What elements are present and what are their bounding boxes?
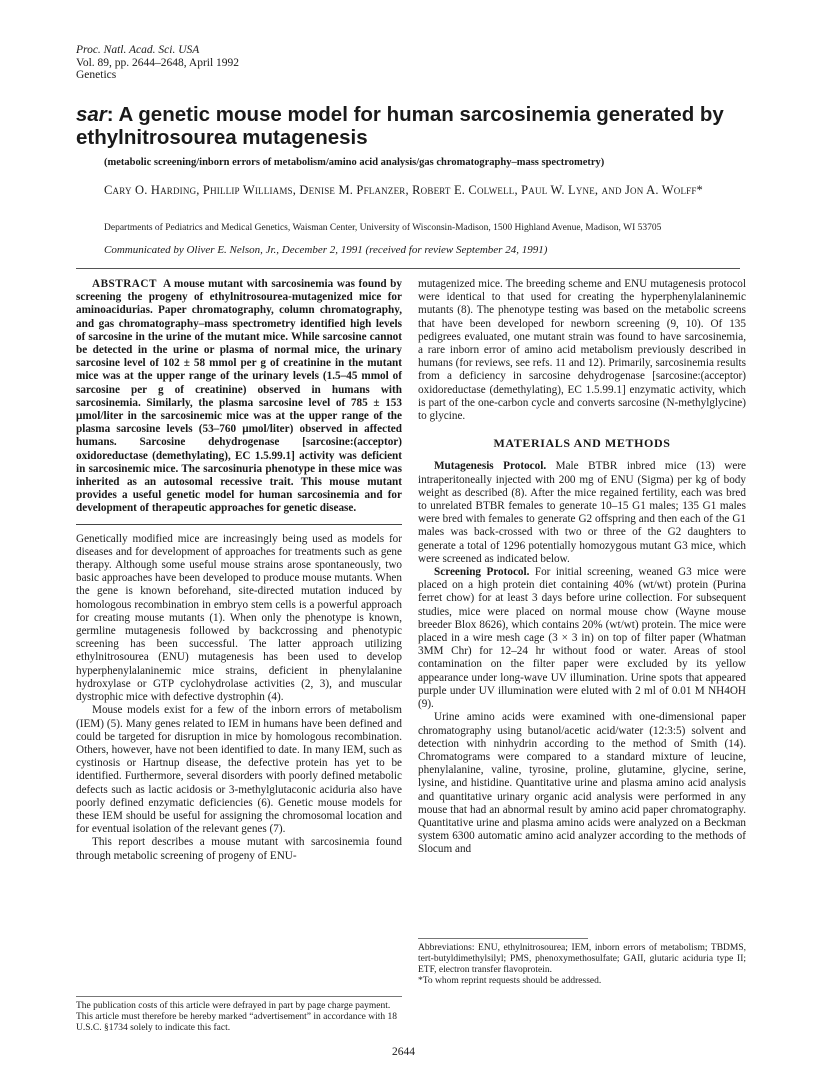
screening-heading: Screening Protocol. [434, 566, 530, 579]
paper-title [76, 103, 756, 149]
page-number: 2644 [392, 1046, 415, 1058]
mutagenesis-text: Male BTBR inbred mice (13) were intraperitoneally injected with 200 mg of ENU (Sigma) per kg of body weight as described (8). After the mice regained fertility, each was bred to unrelated BTBR females to generate 10–15 G1 males; 135 G1 males were bred with females to generate G2 offspring and then each of the G1 males was back-crossed with two or three of the G2 daughters to generate a total of 1296 potentially homozygous mutant G3 mice, which were screened as indicated below. [418, 460, 747, 565]
intro-paragraph-1: Genetically modified mice are increasingly being used as models for diseases and for development of approaches for treatments such as gene therapy. Although some useful mouse strains arose spontaneously, two basic approaches have been developed to produce mouse mutants. When the gene is known beforehand, site-directed mutation induced by homologous recombination in embryo stem cells is a powerful approach for creating mouse mutants (1). When only the phenotype is known, germline mutagenesis followed by backcrossing and phenotypic screening has been successful. The latter approach utilizing ethylnitrosourea (ENU) mutagenesis has been used to develop hyperphenylalaninemic mice strains, deficient in phenylalanine hydroxylase or GTP cyclohydrolase activities (2, 3), and muscular dystrophic mice with defective dystrophin (4). [76, 532, 402, 704]
screening-paragraph [418, 566, 746, 711]
journal-header [76, 44, 239, 82]
intro-paragraph-2: Mouse models exist for a few of the inborn errors of metabolism (IEM) (5). Many genes related to IEM in humans have been defined and could be targeted for disruption in mice by homologous recombination. Others, however, have not been identified to date. In many IEM, such as cystinosis or Hartnup disease, the defective protein has yet to be identified. Furthermore, several disorders with poorly defined metabolic defects such as lactic acidosis or 3-methylglutaconic aciduria also have poorly defined enzymatic deficiencies (6). Genetic mouse models for these IEM should be useful for assigning the chromosomal location and for eventual isolation of the relevant genes (7). [76, 704, 402, 836]
abbreviations-footnote: Abbreviations: ENU, ethylnitrosourea; IEM, inborn errors of metabolism; TBDMS, tert-butyldimethylsilyl; PMS, phenoxymethosulfate; GAII, glutaric aciduria type II; ETF, electron transfer flavoprotein. [418, 943, 746, 975]
header-rule [76, 268, 740, 269]
title-italic: sar [76, 103, 107, 126]
abstract-text: A mouse mutant with sarcosinemia was found by screening the progeny of ethylnitrosourea-mutagenized mice for aminoacidurias. Paper chromatography, column chromatography, and gas chromatography–mass spectrometry identified high levels of sarcosine in the urine of the mutant mice. While sarcosine cannot be detected in the urine or plasma of normal mice, the urinary sarcosine level of 102 ± 58 mmol per g of creatinine in the mutant mice was at the upper range of the urinary levels (1.5–45 mmol of sarcosine per g of creatinine) observed in humans with sarcosinemia. Similarly, the plasma sarcosine level of 785 ± 153 μmol/liter in the sarcosinemic mice was at the upper range of the plasma sarcosine levels (53–760 μmol/liter) observed in affected humans. Sarcosine dehydrogenase [sarcosine:(acceptor) oxidoreductase (demethylating), EC 1.5.99.1] activity was deficient in sarcosinemic mice. The sarcosinuria phenotype in these mice was inherited as an autosomal recessive trait. This mouse mutant provides a useful genetic model for human sarcosinemia and for development of therapeutic approaches for genetic disease. [76, 278, 402, 515]
section-heading-methods: MATERIALS AND METHODS [493, 436, 671, 451]
abstract-label: ABSTRACT [92, 278, 157, 290]
footnotes-left [76, 996, 402, 1034]
correspondence-footnote: *To whom reprint requests should be addressed. [418, 976, 602, 986]
abstract-rule [76, 524, 402, 525]
communicated-by: Communicated by Oliver E. Nelson, Jr., December 2, 1991 [104, 244, 363, 256]
footnote-rule-left [76, 996, 402, 997]
mutagenesis-heading: Mutagenesis Protocol. [434, 460, 547, 473]
left-column [76, 278, 402, 863]
received-date: (received for review September 24, 1991) [365, 244, 548, 256]
title-rest: : A genetic mouse model for human sarcosinemia generated by ethylnitrosourea mutagenesis [76, 103, 724, 149]
journal-name: Proc. Natl. Acad. Sci. USA [76, 44, 200, 56]
communicated-line [104, 244, 784, 256]
abstract [76, 278, 402, 516]
intro-paragraph-3: This report describes a mouse mutant with sarcosinemia found through metabolic screening of progeny of ENU- [76, 836, 402, 862]
footnotes-right [418, 938, 746, 987]
publication-costs-footnote: The publication costs of this article were defrayed in part by page charge payment. This article must therefore be hereby marked “advertisement” in accordance with 18 U.S.C. §1734 solely to indicate this fact. [76, 1001, 398, 1033]
journal-volume: Vol. 89, pp. 2644–2648, April 1992 [76, 56, 240, 69]
mutagenesis-paragraph [418, 460, 746, 566]
affiliation: Departments of Pediatrics and Medical Genetics, Waisman Center, University of Wisconsin-Madison, 1500 Highland Avenue, Madison, WI 53705 [104, 223, 662, 233]
right-column [418, 278, 746, 857]
authors: Cary O. Harding, Phillip Williams, Denise M. Pflanzer, Robert E. Colwell, Paul W. Lyne, and Jon A. Wolff* [104, 183, 703, 197]
urine-paragraph: Urine amino acids were examined with one-dimensional paper chromatography using butanol/acetic acid/water (12:3:5) solvent and detection with ninhydrin according to the method of Smith (14). Chromatograms were compared to a standard mixture of leucine, phenylalanine, valine, tyrosine, proline, glutamine, glycine, serine, lysine, and histidine. Quantitative urine and plasma amino acid analysis and quantitative urinary organic acid analysis were performed in any mouse that had an abnormal result by amino acid paper chromatography. Quantitative urine and plasma amino acids were analyzed on a Beckman system 6300 automatic amino acid analyzer according to the methods of Slocum and [418, 711, 746, 856]
footnote-rule-right [418, 938, 588, 939]
screening-text: For initial screening, weaned G3 mice were placed on a high protein diet containing 40% (wt/wt) protein (Purina ferret chow) for at least 3 days before urine collection. For subsequent studies, mice were placed on normal mouse chow (Wayne mouse breeder Blox 8626), which contains 20% (wt/wt) protein. The mice were placed in a wire mesh cage (3 × 3 in) on top of filter paper (Whatman 3MM Chr) for 12–24 hr without food or water. Areas of stool contamination on the filter paper were excluded by its yellow appearance under long-wave UV illumination. Urine spots that appeared purple under UV illumination were eluted with 2 ml of 0.01 M NH4OH (9). [418, 566, 746, 711]
journal-section: Genetics [76, 69, 117, 81]
keywords: (metabolic screening/inborn errors of metabolism/amino acid analysis/gas chromatography–mass spectrometry) [104, 157, 605, 168]
intro-continuation: mutagenized mice. The breeding scheme and ENU mutagenesis protocol were identical to that used for creating the hyperphenylalaninemic mutants (8). The phenotype testing was based on the metabolic screens that have been developed for newborn screening (9, 10). Of 135 pedigrees evaluated, one mutant strain was found to have sarcosinemia, a rare inborn error of amino acid metabolism previously described in humans (for reviews, see refs. 11 and 12). Primarily, sarcosinemia results from a deficiency in sarcosine dehydrogenase [sarcosine:(acceptor) oxidoreductase (demethylating), EC 1.5.99.1] enzymatic activity, which is part of the one-carbon cycle and converts sarcosine (N-methylglycine) to glycine. [418, 278, 746, 423]
